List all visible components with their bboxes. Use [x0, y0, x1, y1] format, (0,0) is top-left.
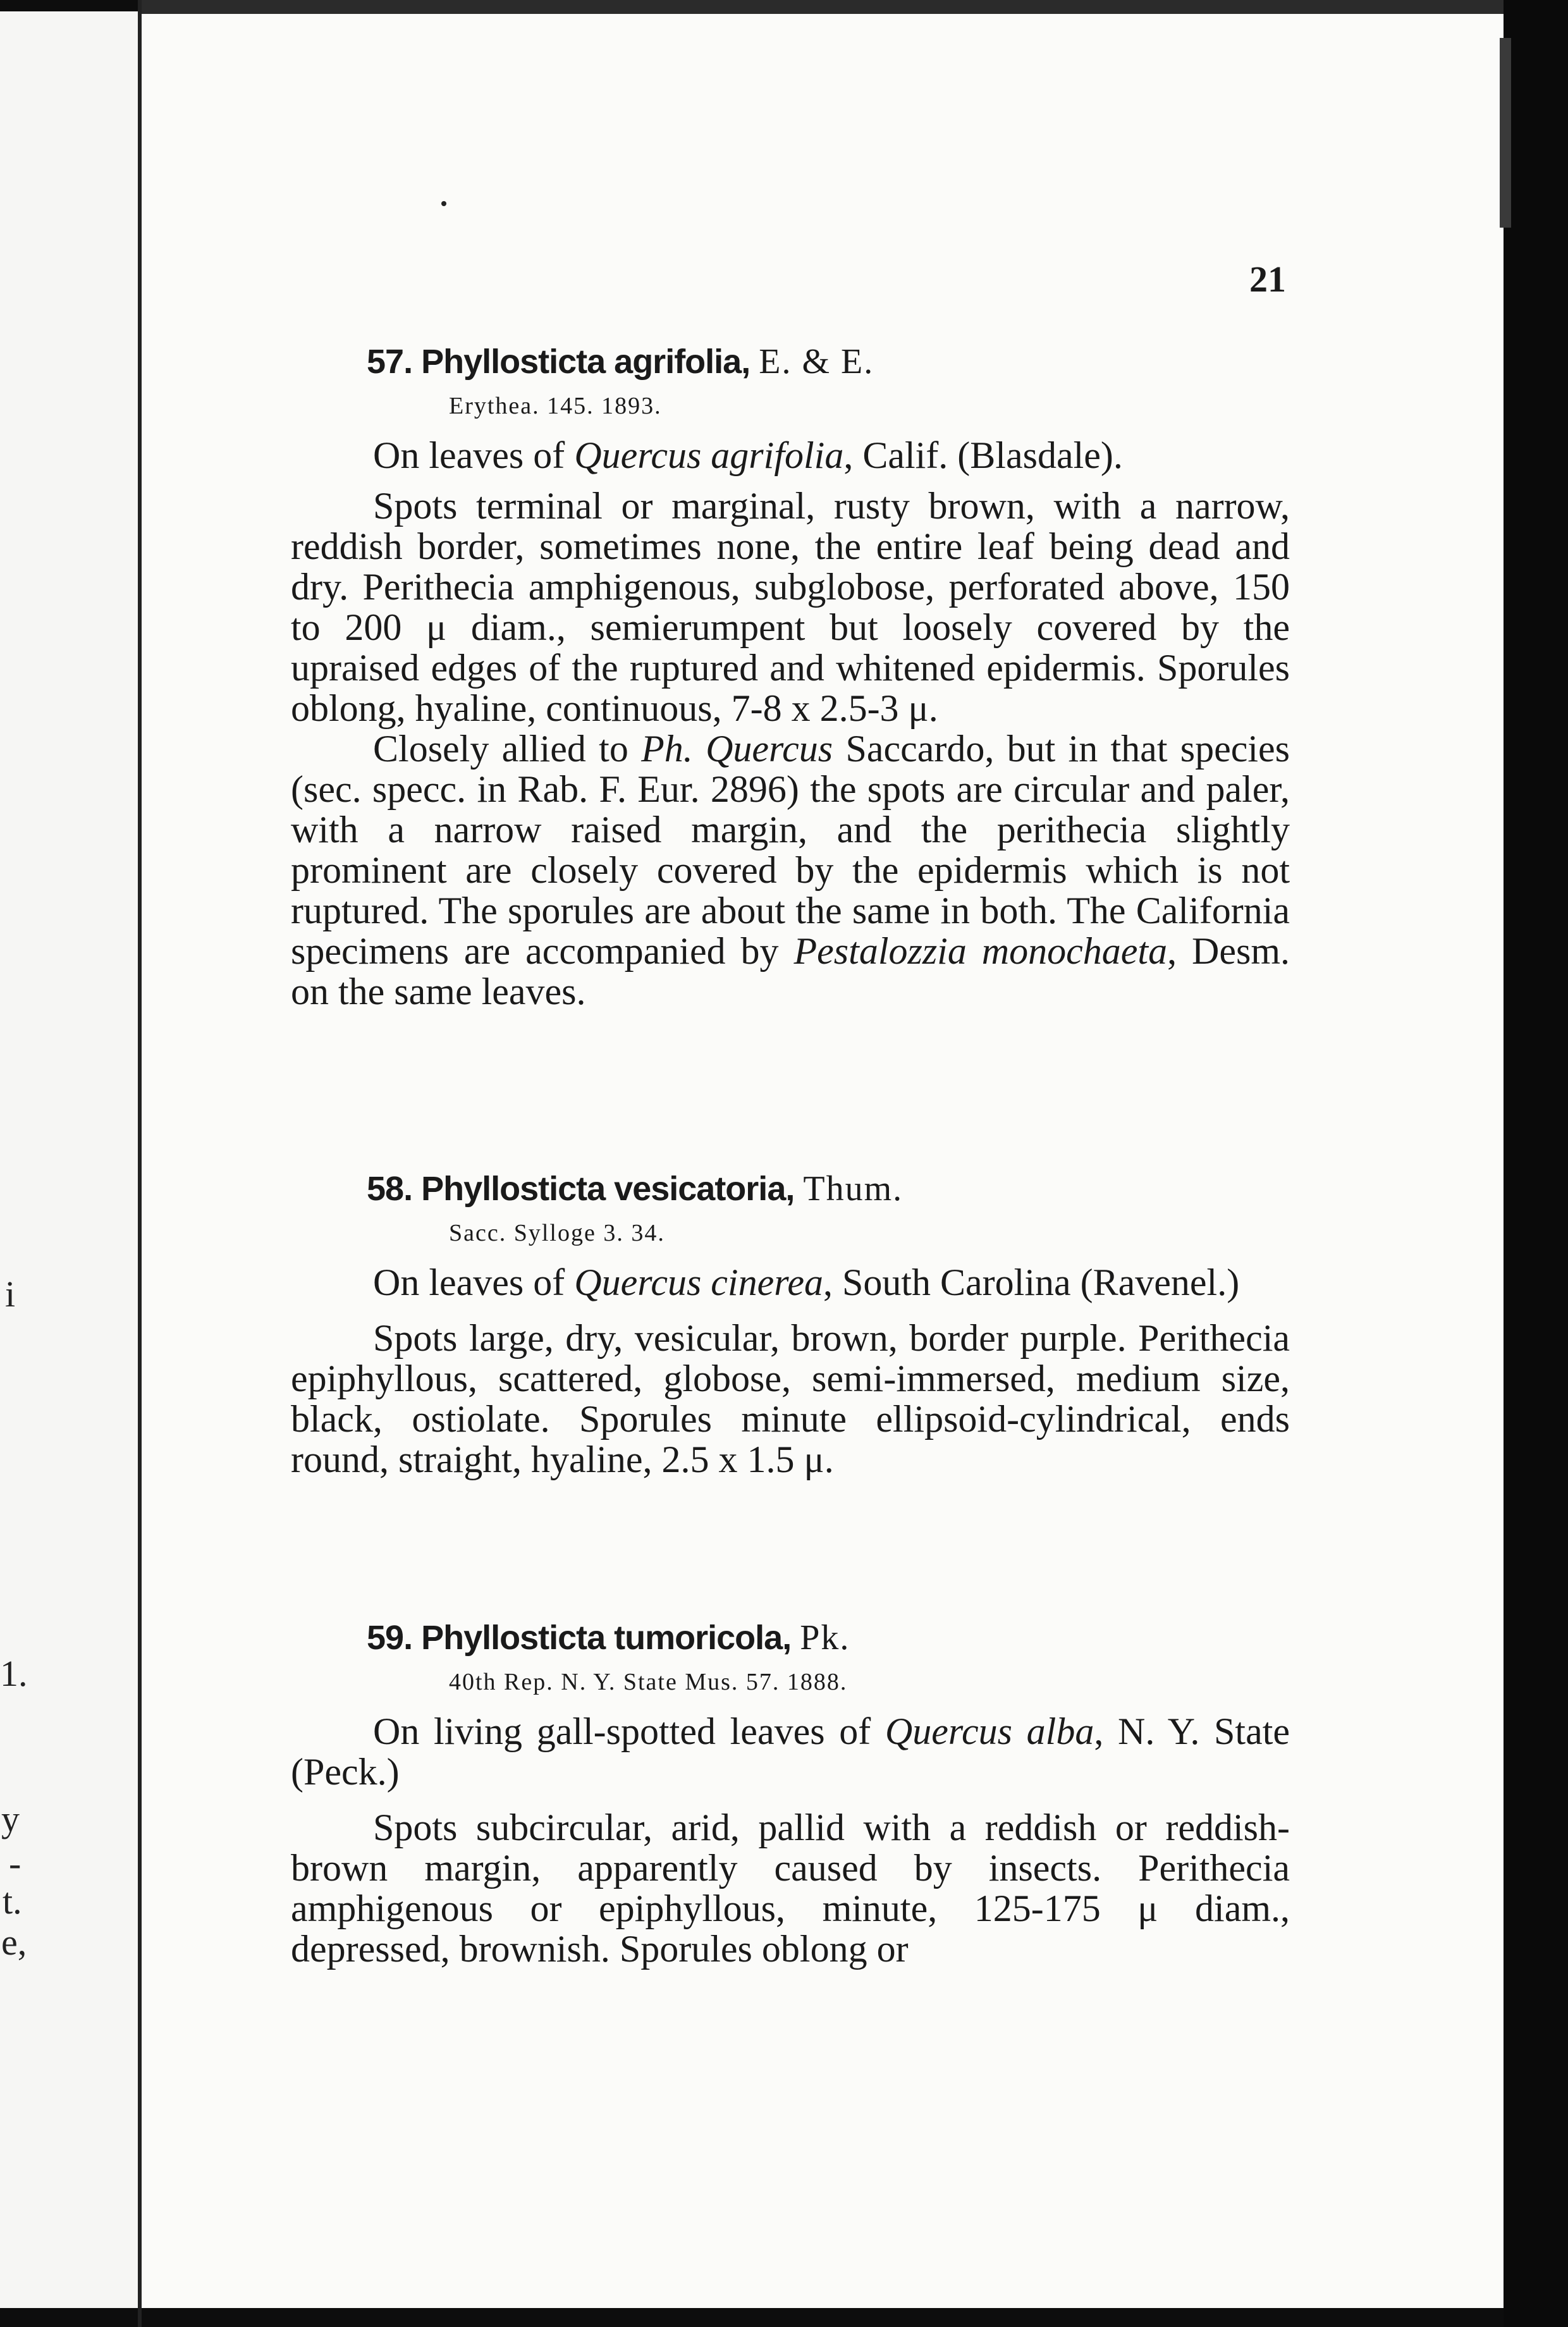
- host-line: On leaves of Quercus cinerea, South Carolina (Ravenel.): [373, 1262, 1240, 1303]
- species-title: 57. Phyllosticta agrifolia,: [367, 343, 750, 381]
- species-title: 58. Phyllosticta vesicatoria,: [367, 1170, 795, 1208]
- citation: Erythea. 145. 1893.: [449, 393, 662, 419]
- taxon-name: Ph. Quercus: [641, 728, 833, 770]
- page-gutter-line: [138, 0, 142, 2327]
- page-edge-strip: [1500, 38, 1511, 228]
- entry-heading: [367, 341, 1290, 382]
- margin-fragment: -: [9, 1843, 21, 1884]
- description: Spots large, dry, vesicular, brown, border purple. Perithecia epiphyllous, scattered, globose, semi-immersed, medium size, black, ostiolate. Sporules minute ellipsoid-cylindrical, ends round, straight, hyaline, 2.5 x 1.5 μ.: [291, 1317, 1290, 1480]
- host-species: Quercus alba: [885, 1710, 1094, 1752]
- host-species: Quercus agrifolia: [574, 434, 844, 476]
- ink-speck: [441, 201, 446, 206]
- margin-fragment: e,: [1, 1922, 27, 1963]
- host-line: On living gall-spotted leaves of Quercus alba, N. Y. State (Peck.): [291, 1710, 1290, 1793]
- entry-heading: [367, 1169, 1290, 1209]
- host-line: On leaves of Quercus agrifolia, Calif. (Blasdale).: [373, 434, 1123, 476]
- entry-57: [291, 341, 1290, 1012]
- host-species: Quercus cinerea: [574, 1262, 823, 1303]
- description: Spots subcircular, arid, pallid with a reddish or reddish-brown margin, apparently caused by insects. Perithecia amphigenous or epiphyllous, minute, 125-175 μ diam., depressed, brownish. Sporules oblong or: [291, 1807, 1290, 1970]
- species-title: 59. Phyllosticta tumoricola,: [367, 1619, 792, 1657]
- species-author: Pk.: [800, 1618, 850, 1657]
- species-author: E. & E.: [759, 342, 874, 381]
- note: Closely allied to Ph. Quercus Saccardo, but in that species (sec. specc. in Rab. F. Eur. 2896) the spots are circular and paler, with a narrow raised margin, and the perithecia slightly prominent are closely covered by the epidermis which is not ruptured. The sporules are about the same in both. The California specimens are accompanied by Pestalozzia monochaeta, Desm. on the same leaves.: [291, 728, 1290, 1012]
- species-author: Thum.: [803, 1169, 903, 1208]
- taxon-name: Pestalozzia monochaeta: [793, 930, 1168, 972]
- margin-fragment: i: [5, 1274, 16, 1315]
- margin-fragment: y: [1, 1798, 20, 1839]
- page-number: 21: [1249, 259, 1286, 300]
- entry-58: [291, 1169, 1290, 1480]
- description: Spots terminal or marginal, rusty brown, with a narrow, reddish border, sometimes none, the entire leaf being dead and dry. Perithecia amphigenous, subglobose, perforated above, 150 to 200 μ diam., semierumpent but loosely covered by the upraised edges of the ruptured and whitened epidermis. Sporules oblong, hyaline, continuous, 7-8 x 2.5-3 μ.: [291, 485, 1290, 729]
- citation: Sacc. Sylloge 3. 34.: [449, 1220, 665, 1246]
- entry-heading: [367, 1618, 1290, 1658]
- margin-fragment: 1.: [0, 1653, 28, 1694]
- citation: 40th Rep. N. Y. State Mus. 57. 1888.: [449, 1669, 848, 1695]
- entry-59: [291, 1618, 1290, 1969]
- scan-right-edge: [1504, 0, 1568, 2327]
- page-top-edge: [138, 0, 1504, 14]
- margin-fragment: t.: [3, 1881, 22, 1922]
